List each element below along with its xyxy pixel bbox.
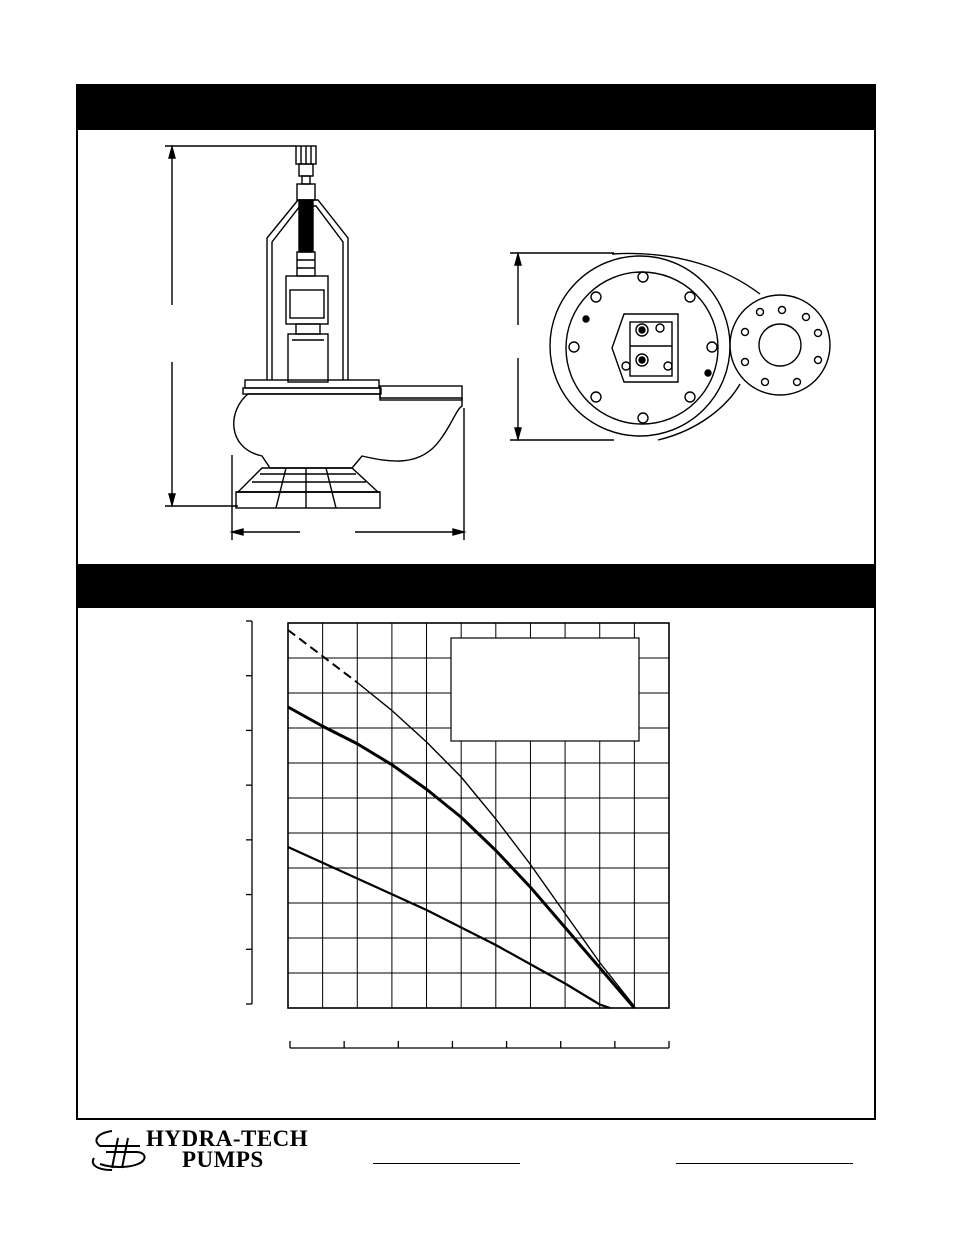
footer-rule-left [373, 1163, 520, 1164]
pump-side-elevation [165, 146, 464, 540]
brand-name-line1: HYDRA-TECH [146, 1126, 309, 1151]
hydra-tech-logo-mark [93, 1131, 145, 1170]
left-axis-ticks [246, 621, 252, 1004]
brand-name-line2: PUMPS [182, 1147, 264, 1172]
pump-top-view [510, 253, 830, 440]
curve-3 [288, 847, 610, 1008]
performance-curve-chart [246, 621, 669, 1048]
legend-box [451, 638, 639, 741]
footer-rule-right [676, 1163, 853, 1164]
bottom-axis-ticks [290, 1041, 669, 1048]
